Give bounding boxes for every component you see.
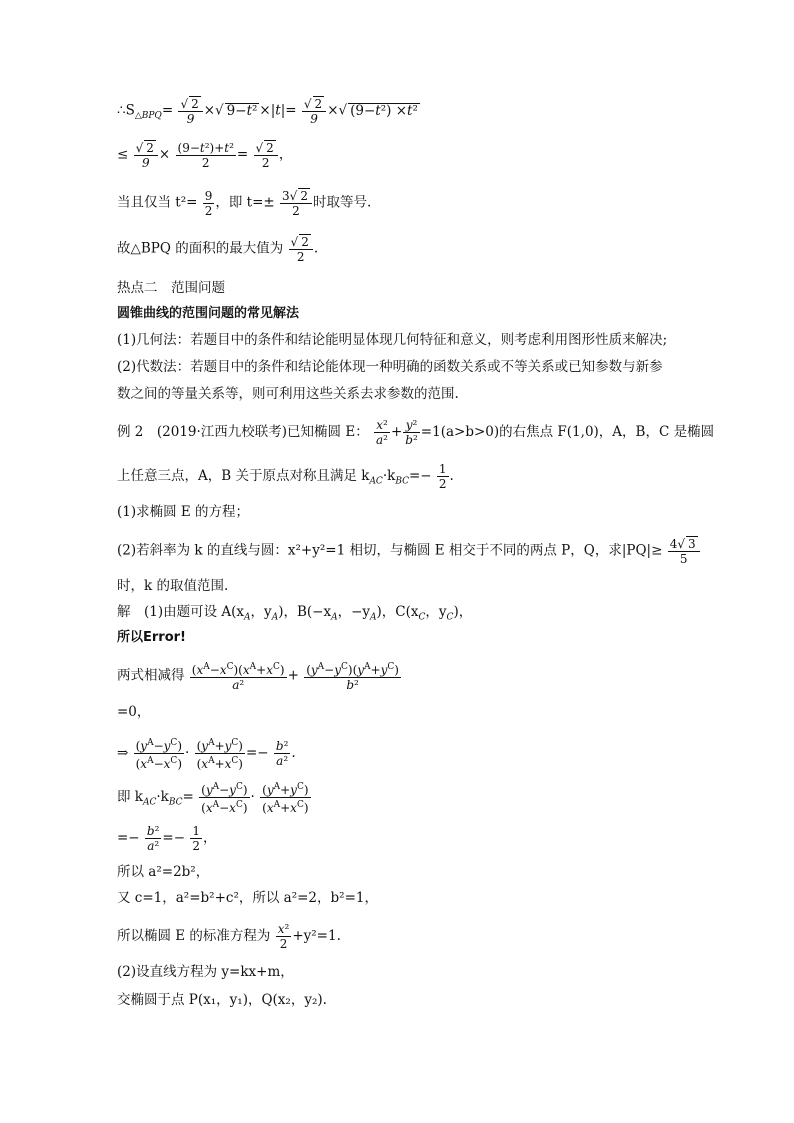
inequality-line: ≤ $\frac{√ 2}{9}$ × $\frac{\text{(9−t²)+t²}}{2}$ = $\frac{√ 2}{2}$ ， bbox=[117, 140, 293, 170]
standard-equation-line: 所以椭圆 E 的标准方程为 $\frac{\text{x²}}{2}$ +y²=1. bbox=[117, 922, 341, 951]
method-2b: 数之间的等量关系等，则可利用这些关系去求参数的范围. bbox=[117, 386, 459, 402]
section-heading: 热点二 范围问题 bbox=[117, 280, 225, 296]
part2-line: (2)设直线方程为 y=kx+m， bbox=[117, 964, 294, 980]
question-2b: 时，k 的取值范围. bbox=[117, 578, 229, 594]
fraction: $\frac{√ 2}{9}$ bbox=[178, 96, 202, 126]
implies-line: ⇒ $\frac{(y^A-y^C)}{(x^A-x^C)}$ · $\frac{(y^A+y^C)}{(x^A+x^C)}$ =− $\frac{\text{b²}}{\text{a²}}$ . bbox=[117, 738, 296, 771]
method-2a: (2)代数法：若题目中的条件和结论能体现一种明确的函数关系或不等关系或已知参数与新参 bbox=[117, 359, 663, 375]
example-2-line-2: 上任意三点，A，B 关于原点对称且满足 $k_{AC}\cdot k_{BC}=-$ $\frac{1}{2}$ . bbox=[117, 462, 454, 491]
max-area-line: 故△BPQ 的面积的最大值为 $\frac{√ 2}{2}$ . bbox=[117, 235, 319, 264]
c1-line: 又 c=1，a²=b²+c²，所以 a²=2，b²=1， bbox=[117, 890, 378, 906]
error-line: 所以Error! bbox=[117, 630, 186, 645]
solution-line: 解 (1)由题可设 $A(x_A$，$y_A$)，$B(-x_A$，$-y_A$)，$C(x_C$，$y_C$)， bbox=[117, 604, 473, 623]
fraction: $\frac{√ 2}{9}$ bbox=[302, 96, 326, 126]
part2-line-b: 交椭圆于点 P(x₁，y₁)，Q(x₂，y₂). bbox=[117, 992, 327, 1008]
subtract-line: 两式相减得 $\frac{(x^A-x^C)(x^A+x^C)}{\text{a²}}$ + $\frac{(y^A-y^C)(y^A+y^C)}{\text{b²}}$ bbox=[117, 662, 399, 692]
example-2-line: 例 2 (2019·江西九校联考)已知椭圆 E： $\frac{\text{x²}}{\text{a²}}$ + $\frac{\text{y²}}{\text{b²}}$ =1(a>b>0)的右焦点 F(1,0)，A，B，C 是椭圆 bbox=[117, 418, 715, 447]
method-title: 圆锥曲线的范围问题的常见解法 bbox=[117, 306, 300, 321]
slope-product-line: 即 $k_{AC}\cdot k_{BC}=$ $\frac{(y^A-y^C)}{(x^A-x^C)}$ · $\frac{(y^A+y^C)}{(x^A+x^C)}$ bbox=[117, 782, 309, 815]
equality-condition-line: 当且仅当 t²= $\frac{9}{2}$ ，即 t=± $\frac{3√ 2}{2}$ 时取等号. bbox=[117, 188, 372, 218]
a2-line: 所以 a²=2b²， bbox=[117, 864, 210, 880]
zero-line: =0， bbox=[117, 704, 151, 720]
method-1: (1)几何法：若题目中的条件和结论能明显体现几何特征和意义，则考虑利用图形性质来解决; bbox=[117, 332, 668, 348]
area-formula-line: $\therefore S_{\triangle BPQ}=$ $\frac{√ 2}{9}$ ×√ 9−t² ×|t|= $\frac{√ 2}{9}$ ×√ (9−t²) ×t² bbox=[117, 97, 418, 126]
therefore-s: ∴S bbox=[117, 102, 135, 119]
question-2: (2)若斜率为 k 的直线与圆：x²+y²=1 相切，与椭圆 E 相交于不同的两点 P，Q，求|PQ|≥ $\frac{4√ 3}{5}$ bbox=[117, 536, 701, 566]
neg-half-line: =− $\frac{\text{b²}}{\text{a²}}$ =− $\frac{1}{2}$ ， bbox=[117, 824, 217, 853]
question-1: (1)求椭圆 E 的方程； bbox=[117, 504, 250, 520]
